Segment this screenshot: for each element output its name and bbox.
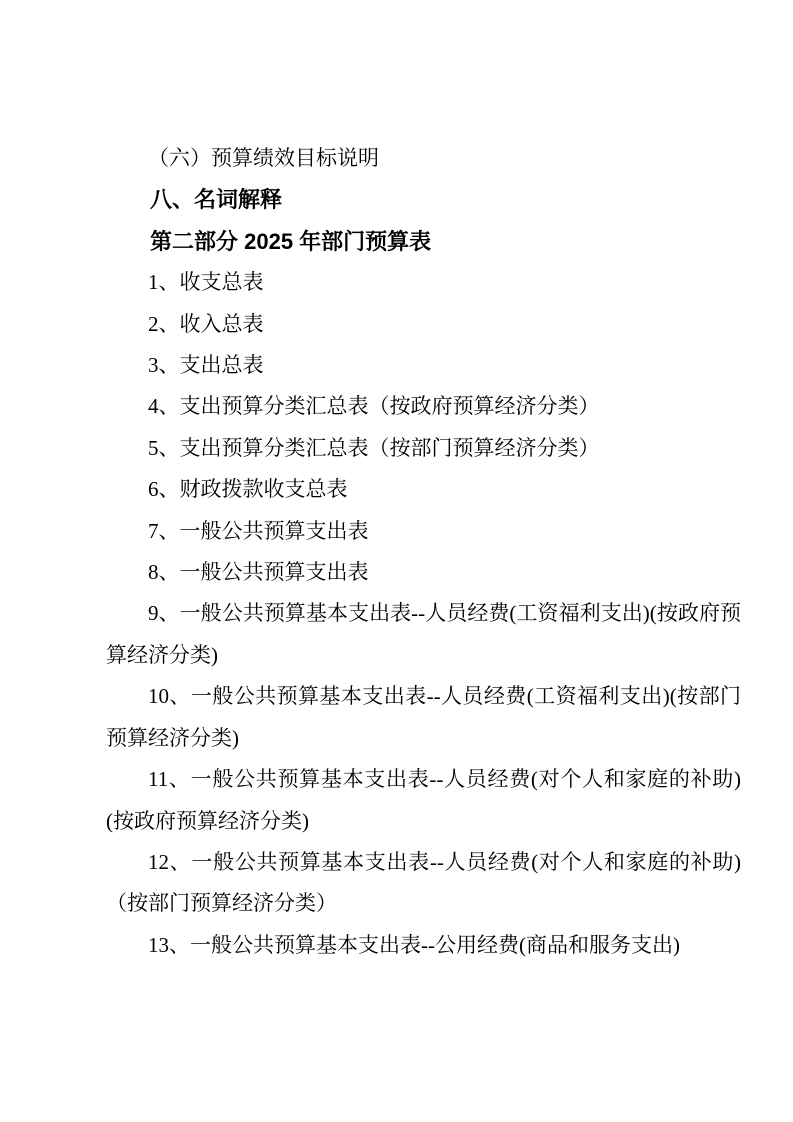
toc-item-9: 9、一般公共预算基本支出表--人员经费(工资福利支出)(按政府预算经济分类) — [106, 601, 741, 667]
toc-item-12: 12、一般公共预算基本支出表--人员经费(对个人和家庭的补助)（按部门预算经济分类） — [106, 849, 741, 916]
toc-item-1: 1、收支总表 — [148, 270, 264, 295]
toc-item-budget-performance: （六）预算绩效目标说明 — [148, 146, 379, 170]
toc-item-3: 3、支出总表 — [148, 353, 264, 378]
toc-item-4: 4、支出预算分类汇总表（按政府预算经济分类） — [148, 394, 600, 419]
toc-item-6: 6、财政拨款收支总表 — [148, 477, 348, 502]
toc-item-7: 7、一般公共预算支出表 — [148, 518, 369, 543]
toc-item-10: 10、一般公共预算基本支出表--人员经费(工资福利支出)(按部门预算经济分类) — [106, 684, 741, 750]
heading-glossary: 八、名词解释 — [150, 187, 283, 213]
document-content — [106, 138, 741, 966]
toc-item-5: 5、支出预算分类汇总表（按部门预算经济分类） — [148, 435, 600, 460]
toc-item-11: 11、一般公共预算基本支出表--人员经费(对个人和家庭的补助)(按政府预算经济分类) — [106, 767, 741, 833]
toc-item-8: 8、一般公共预算支出表 — [148, 560, 369, 585]
heading-part-two: 第二部分 2025 年部门预算表 — [150, 228, 432, 254]
toc-item-13: 13、一般公共预算基本支出表--公用经费(商品和服务支出) — [148, 932, 680, 957]
toc-item-2: 2、收入总表 — [148, 311, 264, 336]
